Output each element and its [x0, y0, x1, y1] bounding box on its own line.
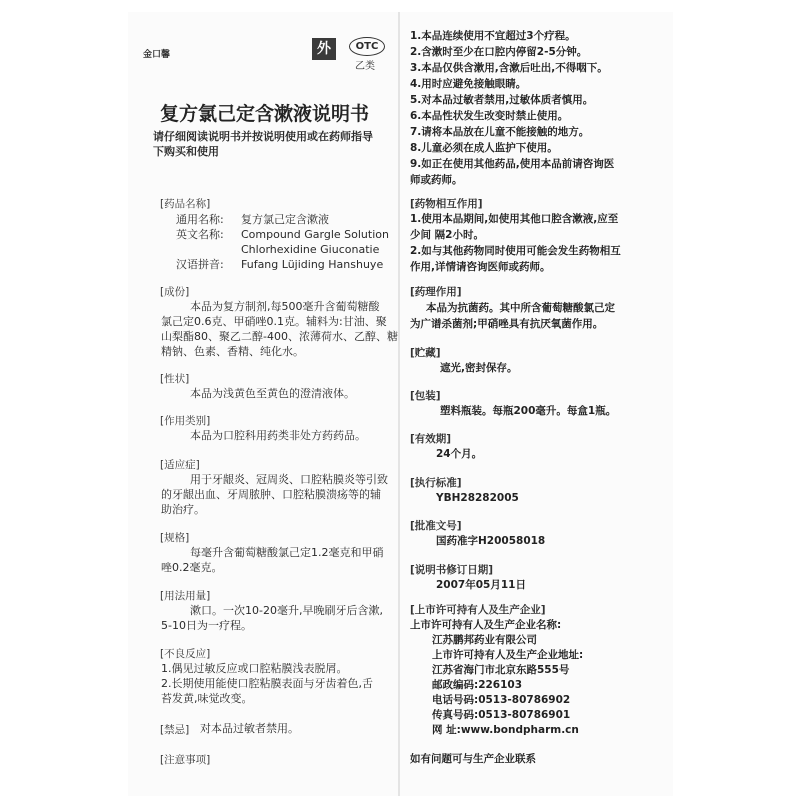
section-heading-indications: [适应症] [160, 459, 200, 471]
section-heading-revision: [说明书修订日期] [410, 564, 494, 576]
notice-line-2: 下购买和使用 [153, 145, 219, 158]
holder-line: 江苏省海门市北京东路555号 [432, 664, 570, 676]
storage-text: 遮光,密封保存。 [440, 362, 518, 374]
contraindications-text: 对本品过敏者禁用。 [200, 722, 299, 735]
revision-text: 2007年05月11日 [436, 579, 526, 591]
section-heading-drug-name: [药品名称] [160, 198, 211, 210]
interactions-line-1: 1.使用本品期间,如使用其他口腔含漱液,应至 [410, 213, 619, 225]
precaution-item: 5.对本品过敏者禁用,过敏体质者慎用。 [410, 94, 594, 106]
ingredients-line-1: 本品为复方制剂,每500毫升含葡萄糖酸 [190, 300, 380, 313]
interactions-line-2: 少间 隔2小时。 [410, 229, 484, 241]
holder-line: 江苏鹏邦药业有限公司 [432, 634, 537, 646]
indications-line-2: 的牙龈出血、牙周脓肿、口腔粘膜溃疡等的辅 [161, 488, 381, 501]
dosage-line-2: 5-10日为一疗程。 [161, 619, 252, 632]
section-heading-dosage: [用法用量] [160, 590, 211, 602]
pharmacology-line-1: 本品为抗菌药。其中所含葡萄糖酸氯己定 [426, 302, 615, 314]
specification-line-1: 每毫升含葡萄糖酸氯己定1.2毫克和甲硝 [190, 546, 384, 559]
pinyin-label: 汉语拼音: [176, 258, 224, 271]
interactions-line-3: 2.如与其他药物同时使用可能会发生药物相互 [410, 245, 621, 257]
holder-line: 上市许可持有人及生产企业名称: [410, 619, 562, 631]
pinyin-value: Fufang Lüjiding Hanshuye [241, 258, 384, 271]
section-heading-pharmacology: [药理作用] [410, 286, 462, 298]
section-heading-adverse: [不良反应] [160, 648, 211, 660]
precaution-item: 2.含漱时至少在口腔内停留2-5分钟。 [410, 46, 588, 58]
holder-line: 邮政编码:226103 [432, 679, 523, 691]
english-name-label: 英文名称: [176, 228, 224, 241]
pharmacology-line-2: 为广谱杀菌剂;甲硝唑具有抗厌氧菌作用。 [410, 318, 604, 330]
section-heading-specification: [规格] [160, 532, 190, 544]
section-heading-ingredients: [成份] [160, 286, 190, 298]
otc-logo: OTC [349, 37, 385, 56]
section-heading-category: [作用类别] [160, 415, 211, 427]
section-heading-standard: [执行标准] [410, 477, 462, 489]
precaution-item: 6.本品性状发生改变时禁止使用。 [410, 110, 569, 122]
category-text: 本品为口腔科用药类非处方药药品。 [190, 429, 366, 442]
external-use-mark: 外 [312, 38, 336, 60]
page-fold-divider [398, 12, 400, 796]
adverse-line-1: 1.偶见过敏反应或口腔粘膜浅表脱屑。 [161, 662, 348, 675]
package-text: 塑料瓶装。每瓶200毫升。每盒1瓶。 [440, 405, 617, 417]
section-heading-interactions: [药物相互作用] [410, 198, 483, 210]
section-heading-precautions: [注意事项] [160, 754, 211, 766]
approval-text: 国药准字H20058018 [436, 535, 546, 547]
validity-text: 24个月。 [436, 448, 483, 460]
ingredients-line-2: 氯己定0.6克、甲硝唑0.1克。辅料为:甘油、聚 [161, 315, 387, 328]
indications-line-1: 用于牙龈炎、冠周炎、口腔粘膜炎等引致 [190, 473, 388, 486]
precaution-item: 4.用时应避免接触眼睛。 [410, 78, 527, 90]
holder-footer: 如有问题可与生产企业联系 [410, 753, 536, 765]
dosage-line-1: 漱口。一次10-20毫升,早晚刷牙后含漱, [190, 604, 383, 617]
section-heading-package: [包装] [410, 390, 441, 402]
section-heading-validity: [有效期] [410, 433, 452, 445]
notice-line-1: 请仔细阅读说明书并按说明使用或在药师指导 [153, 130, 373, 143]
precaution-item: 9.如正在使用其他药品,使用本品前请咨询医 [410, 158, 615, 170]
document-title: 复方氯己定含漱液说明书 [160, 103, 370, 125]
holder-line: 电话号码:0513-80786902 [432, 694, 571, 706]
precaution-item: 师或药师。 [410, 174, 463, 186]
section-heading-holder: [上市许可持有人及生产企业] [410, 604, 546, 616]
section-heading-storage: [贮藏] [410, 347, 441, 359]
section-heading-approval: [批准文号] [410, 520, 462, 532]
adverse-line-3: 苔发黄,味觉改变。 [161, 692, 253, 705]
holder-line: 网 址:www.bondpharm.cn [432, 724, 579, 736]
generic-name-value: 复方氯己定含漱液 [241, 213, 329, 226]
precaution-item: 7.请将本品放在儿童不能接触的地方。 [410, 126, 590, 138]
interactions-line-4: 作用,详情请咨询医师或药师。 [410, 261, 551, 273]
brand-logo: 金口馨 [143, 50, 171, 60]
english-name-value-1: Compound Gargle Solution [241, 228, 389, 241]
holder-line: 上市许可持有人及生产企业地址: [432, 649, 584, 661]
ingredients-line-4: 精钠、色素、香精、纯化水。 [161, 345, 304, 358]
section-heading-contraindications: [禁忌] [160, 724, 190, 736]
adverse-line-2: 2.长期使用能使口腔粘膜表面与牙齿着色,舌 [161, 677, 373, 690]
character-text: 本品为浅黄色至黄色的澄清液体。 [190, 387, 355, 400]
standard-text: YBH28282005 [436, 492, 519, 504]
specification-line-2: 唑0.2毫克。 [161, 561, 223, 574]
ingredients-line-3: 山梨酯80、聚乙二醇-400、浓薄荷水、乙醇、糖 [161, 330, 398, 343]
precaution-item: 3.本品仅供含漱用,含漱后吐出,不得咽下。 [410, 62, 608, 74]
precaution-item: 1.本品连续使用不宜超过3个疗程。 [410, 30, 576, 42]
precaution-item: 8.儿童必须在成人监护下使用。 [410, 142, 558, 154]
generic-name-label: 通用名称: [176, 213, 224, 226]
holder-line: 传真号码:0513-80786901 [432, 709, 571, 721]
indications-line-3: 助治疗。 [161, 503, 205, 516]
otc-class-label: 乙类 [355, 61, 375, 72]
english-name-value-2: Chlorhexidine Giuconatie [241, 243, 380, 256]
section-heading-character: [性状] [160, 373, 190, 385]
